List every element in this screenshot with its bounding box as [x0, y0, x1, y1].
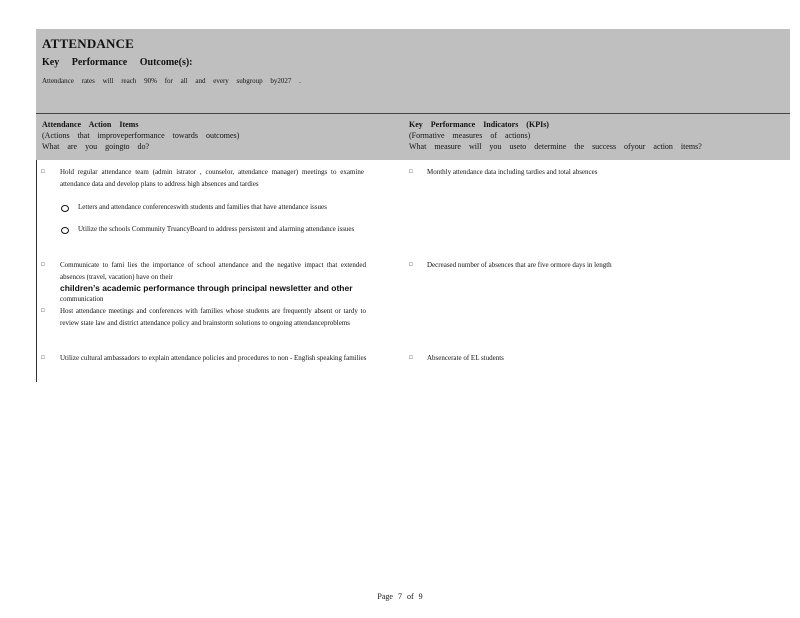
action-item-4: Utilize cultural ambassadors to explain attendance policies and procedures to non - English speaking families: [60, 354, 367, 362]
right-column-header: [409, 119, 787, 152]
kpi-item-2: Decreased number of absences that are five ormore days in length: [427, 261, 612, 269]
left-column-title: Attendance Action Items: [42, 120, 139, 129]
left-border-rule: [36, 160, 37, 382]
header-section: [36, 29, 790, 114]
bullet-icon: □: [41, 308, 45, 314]
right-column-title: Key Performance Indicators (KPIs): [409, 120, 549, 129]
sub-bullet-icon: [61, 205, 69, 212]
left-column-line1: (Actions that improveperformance towards outcomes): [42, 131, 240, 140]
bullet-icon: □: [409, 262, 413, 268]
bullet-icon: □: [409, 355, 413, 361]
kpo-label: Key Performance Outcome(s):: [42, 57, 193, 68]
action-item-1: Hold regular attendance team (admin istrator , counselor, attendance manager) meetings to examine attendance data and develop plans to address high absences and tardies: [60, 168, 364, 188]
bullet-icon: □: [409, 169, 413, 175]
bullet-icon: □: [41, 355, 45, 361]
action-item-2: Communicate to fami lies the importance of school attendance and the negative impact that extended absences (travel, vacation) have on their: [60, 261, 366, 281]
left-column-line2: What are you goingto do?: [42, 142, 150, 151]
action-item-2-emphasis: children’s academic performance through principal newsletter and other: [60, 283, 353, 293]
action-item-3: Host attendance meetings and conferences with families whose students are frequently absent or tardy to review state law and district attendance policy and brainstorm solutions to ongoing attendanceproblems: [60, 307, 366, 327]
kpi-item-4: Absencerate of EL students: [427, 354, 504, 362]
action-1-subitem-1: Letters and attendance conferenceswith students and families that have attendance issues: [78, 203, 327, 211]
kpi-item-1: Monthly attendance data including tardies and total absences: [427, 168, 598, 176]
action-1-subitem-2: Utilize the schools Community TruancyBoard to address persistent and alarming attendance issues: [78, 225, 355, 233]
kpo-goal: Attendance rates will reach 90% for all and every subgroup by2027 .: [42, 77, 301, 85]
bullet-icon: □: [41, 169, 45, 175]
right-column-line1: (Formative measures of actions): [409, 131, 531, 140]
left-column-header: [42, 119, 402, 152]
page-number: Page 7 of 9: [377, 592, 423, 601]
bullet-icon: □: [41, 262, 45, 268]
column-header-band: [36, 114, 790, 160]
sub-bullet-icon: [61, 227, 69, 234]
section-title: ATTENDANCE: [42, 36, 135, 51]
action-item-2-tail: communication: [60, 295, 104, 303]
right-column-line2: What measure will you useto determine the success ofyour action items?: [409, 142, 702, 151]
